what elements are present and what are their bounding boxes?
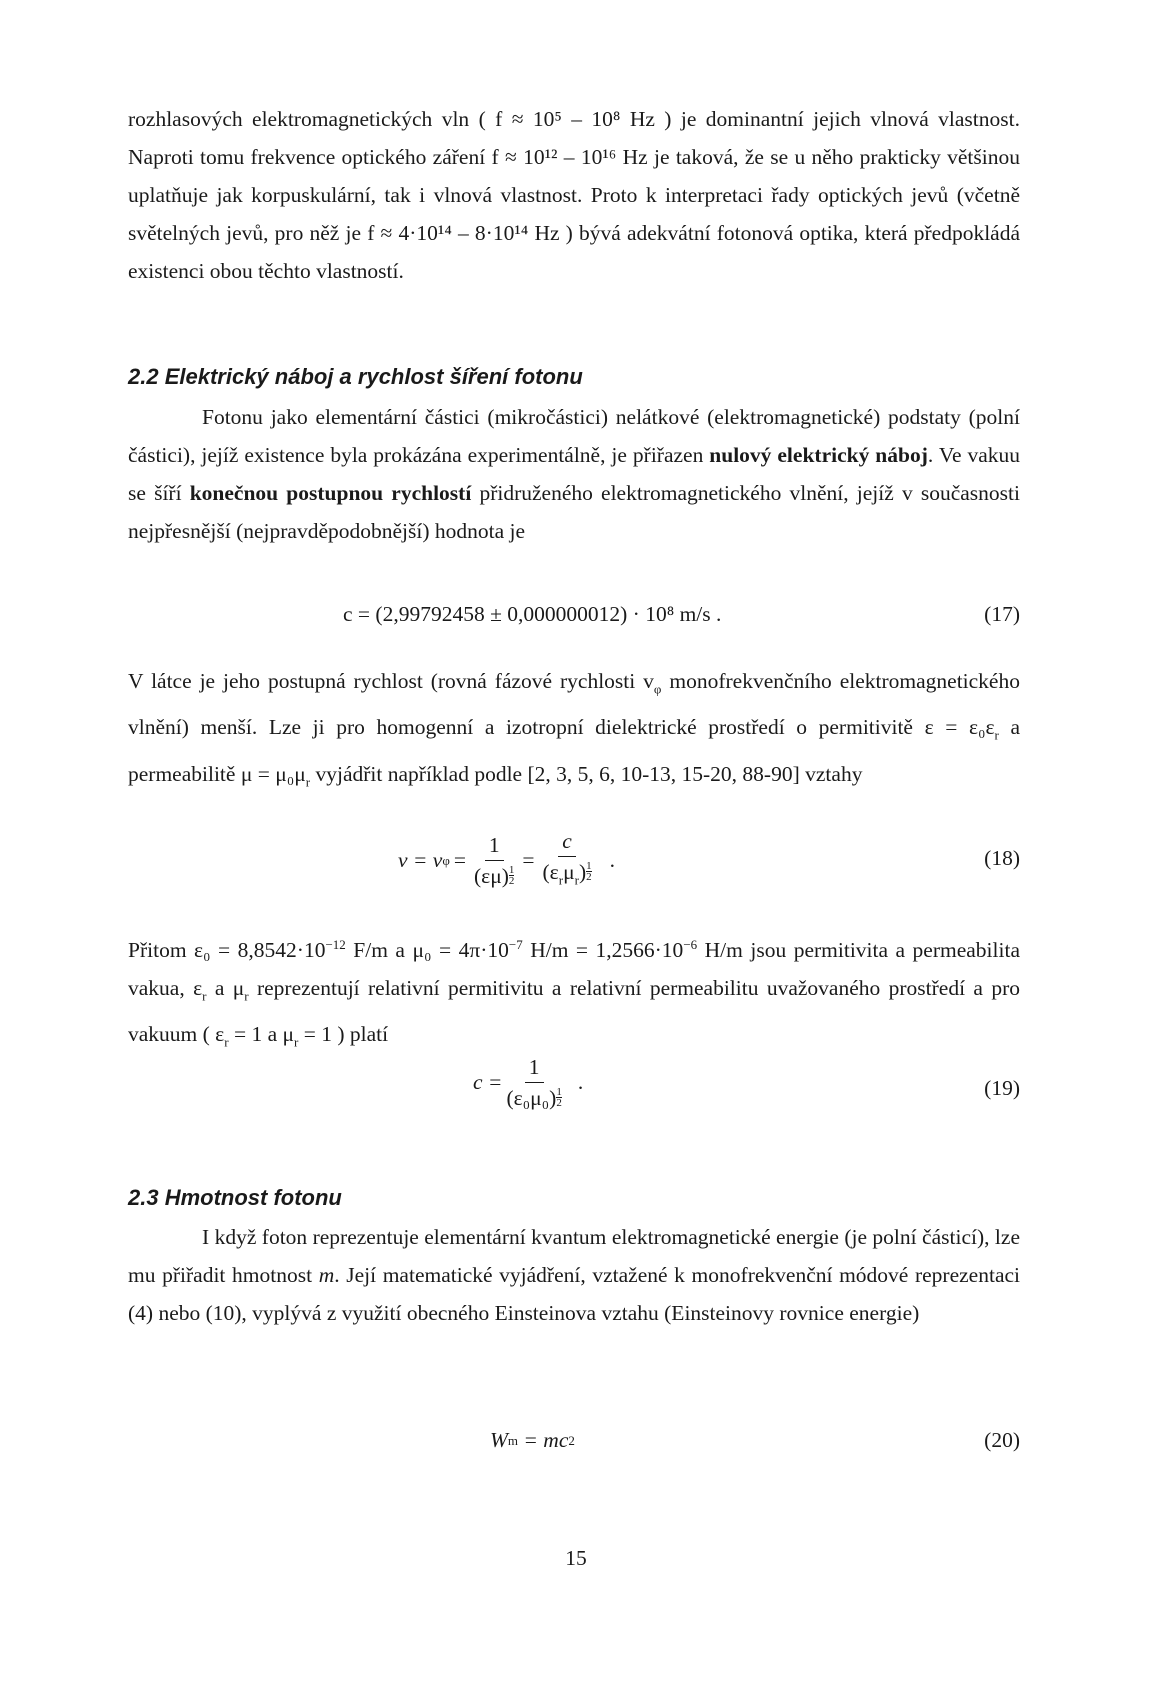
paragraph-constants <box>128 926 1020 1062</box>
equation-18 <box>128 824 1020 904</box>
eq18-den1-text: (εμ) <box>474 864 509 889</box>
eq18-exp2-den: 2 <box>586 871 592 883</box>
p4-text-d: H/m jsou permitivita a permeabilita vakua, ε <box>128 938 1020 1001</box>
term-finite-speed: konečnou postupnou rychlostí <box>189 481 472 505</box>
p3-text-d: vyjádřit například podle [2, 3, 5, 6, 10-13, 15-20, 88-90] vztahy <box>310 761 863 786</box>
equation-20 <box>128 1412 1020 1472</box>
p5-text-a: I když foton reprezentuje elementární kvantum elektromagnetické energie (je polní částicí), lze mu přiřadit hmotnost <box>128 1225 1020 1287</box>
eq19-den <box>506 1083 561 1111</box>
equation-17-body: c = (2,99792458 ± 0,000000012) · 10⁸ m/s . <box>343 602 722 626</box>
p4-sup-a: −12 <box>325 937 346 952</box>
equation-20-number: (20) <box>984 1428 1020 1452</box>
p4-text-e: a μ <box>206 976 245 1001</box>
equation-20-body <box>490 1428 575 1453</box>
eq18-den2-mid: μ <box>563 860 575 884</box>
eq18-den2-sub1: r <box>558 872 564 888</box>
eq20-lhs: W <box>490 1428 508 1452</box>
p3-text-c: a permeabilitě μ = μ₀μ <box>128 715 1020 786</box>
eq19-num: 1 <box>525 1054 544 1083</box>
p4-text-h: = 1 ) platí <box>298 1022 389 1047</box>
eq19-exp-den: 2 <box>556 1097 562 1109</box>
eq19-dot: . <box>577 1070 584 1094</box>
eq18-fraction-1 <box>474 832 514 889</box>
equation-18-body <box>398 828 615 893</box>
eq18-num1: 1 <box>485 832 504 861</box>
equation-18-number: (18) <box>984 846 1020 870</box>
eq18-lhs: v = v <box>398 848 443 873</box>
eq20-rhs: = mc <box>523 1428 569 1452</box>
section-heading-2-3: 2.3 Hmotnost fotonu <box>128 1185 342 1210</box>
p4-sub-g: r <box>294 1034 299 1050</box>
p5-text-b: . Její matematické vyjádření, vztažené k monofrekvenční módové reprezentaci (4) nebo (10), vyplývá z využití obecného Einsteinova vztahu (Einsteinovy rovnice energie) <box>128 1263 1021 1325</box>
p4-text-f: reprezentují relativní permitivitu a relativní permeabilitu uvažovaného prostředí a pro vakuum ( ε <box>128 976 1020 1047</box>
paragraph-intro-text: rozhlasových elektromagnetických vln ( f ≈ 10⁵ – 10⁸ Hz ) je dominantní jejich vlnová vlastnost. Naproti tomu frekvence optického záření f ≈ 10¹² – 10¹⁶ Hz je taková, že se u něho prakticky většinou uplatňuje jak korpuskulární, tak i vlnová vlastnost. Proto k interpretaci řady optických jevů (včetně světelných jevů, pro něž je f ≈ 4·10¹⁴ – 8·10¹⁴ Hz ) bývá adekvátní fotonová optika, která předpokládá existenci obou těchto vlastností. <box>128 107 1020 283</box>
p4-text-g: = 1 a μ <box>228 1022 295 1047</box>
term-zero-charge: nulový elektrický náboj <box>709 443 928 467</box>
eq18-equals-2: = <box>522 848 535 873</box>
p3-sub-phi: φ <box>653 681 662 697</box>
eq20-lhs-sub: m <box>507 1432 519 1448</box>
eq18-lhs-sub: φ <box>442 852 450 868</box>
paragraph-medium-speed <box>128 662 1020 801</box>
paragraph-charge-text-e: přidruženého elektromagnetického vlnění, jejíž v současnosti nejpřesnější (nejpravděpodobnější) hodnota je <box>128 481 1020 543</box>
equation-19-number: (19) <box>984 1076 1020 1100</box>
equation-17-number: (17) <box>984 602 1020 626</box>
eq19-lhs: c = <box>473 1070 503 1094</box>
p3-sub-r2: r <box>305 773 311 789</box>
paragraph-charge-text-c: . Ve vakuu se šíří <box>128 443 1021 505</box>
eq18-exp2-num: 1 <box>586 860 592 872</box>
eq18-den2-end: ) <box>578 860 587 884</box>
p3-sub-r1: r <box>994 727 999 743</box>
eq20-rhs-sup: 2 <box>568 1432 575 1448</box>
eq18-exp1-num: 1 <box>508 864 515 877</box>
eq18-fraction-2 <box>543 828 592 893</box>
page-number: 15 <box>565 1546 587 1570</box>
p4-sub-f: r <box>224 1034 229 1050</box>
eq18-den2-exponent <box>586 861 592 882</box>
eq19-den-text: (ε₀μ₀) <box>506 1086 557 1110</box>
paragraph-charge <box>128 398 1020 550</box>
eq19-den-exponent <box>556 1087 562 1108</box>
eq18-den2-a: (ε <box>542 860 559 884</box>
eq18-num2: c <box>558 828 576 857</box>
paragraph-charge-text-a: Fotonu jako elementární částici (mikročástici) nelátkové (elektromagnetické) podstaty (polní částici), jejíž existence byla prokázána experimentálně, je přiřazen <box>128 405 1020 467</box>
paragraph-intro <box>128 100 1020 290</box>
equation-19 <box>128 1052 1020 1132</box>
p3-text-b: monofrekvenčního elektromagnetického vlnění) menší. Lze ji pro homogenní a izotropní dielektrické prostředí o permitivitě ε = ε₀ε <box>128 669 1020 740</box>
paragraph-mass <box>128 1218 1020 1332</box>
p3-text-a: V látce je jeho postupná rychlost (rovná fázové rychlosti v <box>128 669 654 693</box>
eq18-exp1-den: 2 <box>508 875 515 888</box>
p4-text-c: H/m = 1,2566·10 <box>522 938 684 963</box>
eq18-equals-1: = <box>453 848 466 873</box>
p4-sup-b: −7 <box>508 937 523 952</box>
eq18-den2-sub2: r <box>574 872 579 888</box>
p4-sup-c: −6 <box>683 937 698 952</box>
eq18-den2 <box>543 857 592 893</box>
p4-sub-e: r <box>244 988 249 1004</box>
p4-sub-d: r <box>202 988 207 1004</box>
section-heading-2-2: 2.2 Elektrický náboj a rychlost šíření fotonu <box>128 364 583 389</box>
p5-symbol-m: m <box>318 1263 335 1287</box>
eq18-dot: . <box>609 848 615 873</box>
equation-17 <box>128 586 1020 646</box>
eq19-fraction <box>506 1054 561 1111</box>
eq18-den1 <box>474 861 514 889</box>
eq18-den1-exponent <box>509 865 515 886</box>
equation-19-body <box>473 1054 583 1111</box>
p4-text-b: F/m a μ₀ = 4π·10 <box>345 938 509 963</box>
p4-text-a: Přitom ε₀ = 8,8542·10 <box>128 938 326 963</box>
eq19-exp-num: 1 <box>556 1086 562 1098</box>
